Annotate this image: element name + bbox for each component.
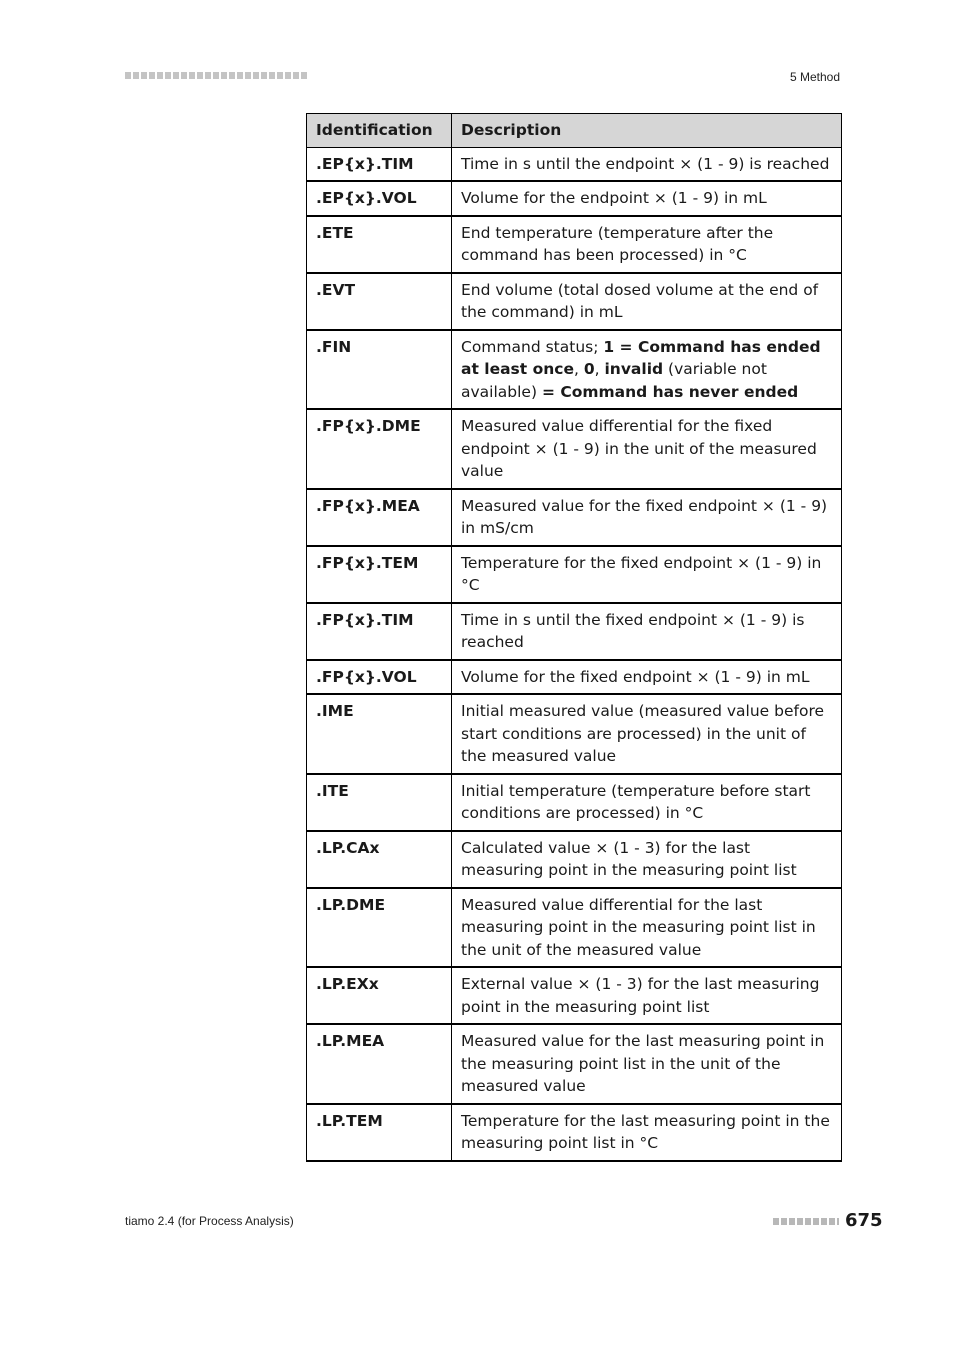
identification-table — [306, 113, 842, 1162]
description-text: Volume for the fixed endpoint × (1 - 9) in mL — [461, 667, 810, 686]
description-text: Volume for the endpoint × (1 - 9) in mL — [461, 189, 767, 207]
description-cell — [452, 216, 842, 273]
identification-cell: .LP.CAx — [307, 831, 452, 888]
identification-cell: .FP{x}.VOL — [307, 660, 452, 695]
table-body — [307, 147, 842, 1161]
header-decoration — [125, 72, 307, 79]
identification-cell: .FP{x}.MEA — [307, 489, 452, 546]
running-header-chapter: 5 Method — [789, 70, 840, 84]
description-text: End temperature (temperature after the command has been processed) in °C — [461, 223, 774, 264]
description-text: Measured value differential for the last measuring point in the measuring point list in the unit of the measured value — [461, 895, 816, 959]
identification-cell: .FP{x}.TIM — [307, 603, 452, 660]
table-row — [307, 694, 842, 774]
description-text: Time in s until the fixed endpoint × (1 - 9) is reached — [461, 610, 805, 651]
description-text: , — [594, 360, 605, 378]
identification-cell: .LP.MEA — [307, 1024, 452, 1104]
identification-cell: .LP.EXx — [307, 967, 452, 1024]
identification-cell: .EP{x}.VOL — [307, 181, 452, 216]
table-row — [307, 967, 842, 1024]
description-cell — [452, 694, 842, 774]
table-row — [307, 147, 842, 181]
description-cell — [452, 831, 842, 888]
column-header-identification: Identification — [307, 114, 452, 148]
description-text: End volume (total dosed volume at the end of the command) in mL — [461, 280, 819, 321]
description-emphasis: invalid — [604, 360, 664, 378]
description-text: Temperature for the last measuring point in the measuring point list in °C — [461, 1111, 830, 1152]
description-text: External value × (1 - 3) for the last measuring point in the measuring point list — [461, 975, 820, 1016]
description-cell — [452, 1024, 842, 1104]
description-text: Temperature for the fixed endpoint × (1 - 9) in °C — [461, 553, 822, 594]
table-row — [307, 1024, 842, 1104]
description-cell — [452, 603, 842, 660]
description-text: , — [573, 360, 584, 378]
identification-cell: .LP.DME — [307, 888, 452, 968]
table-row — [307, 888, 842, 968]
description-cell — [452, 1104, 842, 1161]
identification-cell: .EP{x}.TIM — [307, 147, 452, 181]
description-text: Time in s until the endpoint × (1 - 9) is reached — [461, 154, 830, 173]
table-row — [307, 603, 842, 660]
description-cell — [452, 774, 842, 831]
description-text: Measured value differential for the fixed endpoint × (1 - 9) in the unit of the measured value — [461, 417, 817, 480]
identification-cell: .LP.TEM — [307, 1104, 452, 1161]
footer-document-title: tiamo 2.4 (for Process Analysis) — [125, 1214, 294, 1228]
description-text: Measured value for the last measuring point in the measuring point list in the unit of the measured value — [461, 1032, 825, 1095]
description-text: (variable not available) — [461, 360, 767, 401]
identification-cell: .FP{x}.TEM — [307, 546, 452, 603]
table-row — [307, 181, 842, 216]
description-cell — [452, 409, 842, 489]
table-row — [307, 660, 842, 695]
table-header-row — [307, 114, 842, 148]
description-cell — [452, 273, 842, 330]
description-cell — [452, 181, 842, 216]
description-cell — [452, 489, 842, 546]
table-row — [307, 273, 842, 330]
description-cell — [452, 660, 842, 695]
description-cell — [452, 888, 842, 968]
description-cell — [452, 546, 842, 603]
identification-cell: .ITE — [307, 774, 452, 831]
footer-decoration — [773, 1218, 839, 1225]
table-row — [307, 330, 842, 410]
description-cell — [452, 967, 842, 1024]
table-row — [307, 831, 842, 888]
description-text: Calculated value × (1 - 3) for the last measuring point in the measuring point list — [461, 838, 797, 879]
description-cell — [452, 147, 842, 181]
description-emphasis: 0 — [583, 360, 595, 378]
page-number: 675 — [845, 1210, 883, 1231]
table-row — [307, 489, 842, 546]
identification-cell: .IME — [307, 694, 452, 774]
description-text: Initial temperature (temperature before start conditions are processed) in °C — [461, 781, 811, 822]
table-row — [307, 774, 842, 831]
table-row — [307, 216, 842, 273]
description-emphasis: 1 = Command has ended at least once — [461, 337, 821, 378]
identification-cell: .ETE — [307, 216, 452, 273]
identification-cell: .EVT — [307, 273, 452, 330]
description-cell — [452, 330, 842, 410]
identification-cell: .FIN — [307, 330, 452, 410]
table-row — [307, 1104, 842, 1161]
identification-cell: .FP{x}.DME — [307, 409, 452, 489]
description-text: Initial measured value (measured value before start conditions are processed) in the unit of the measured value — [461, 702, 825, 765]
description-text: Command status; — [461, 337, 604, 356]
description-text: Measured value for the fixed endpoint × (1 - 9) in mS/cm — [461, 496, 828, 537]
column-header-description: Description — [452, 114, 842, 148]
description-emphasis: = Command has never ended — [541, 382, 799, 401]
table-row — [307, 546, 842, 603]
table-row — [307, 409, 842, 489]
